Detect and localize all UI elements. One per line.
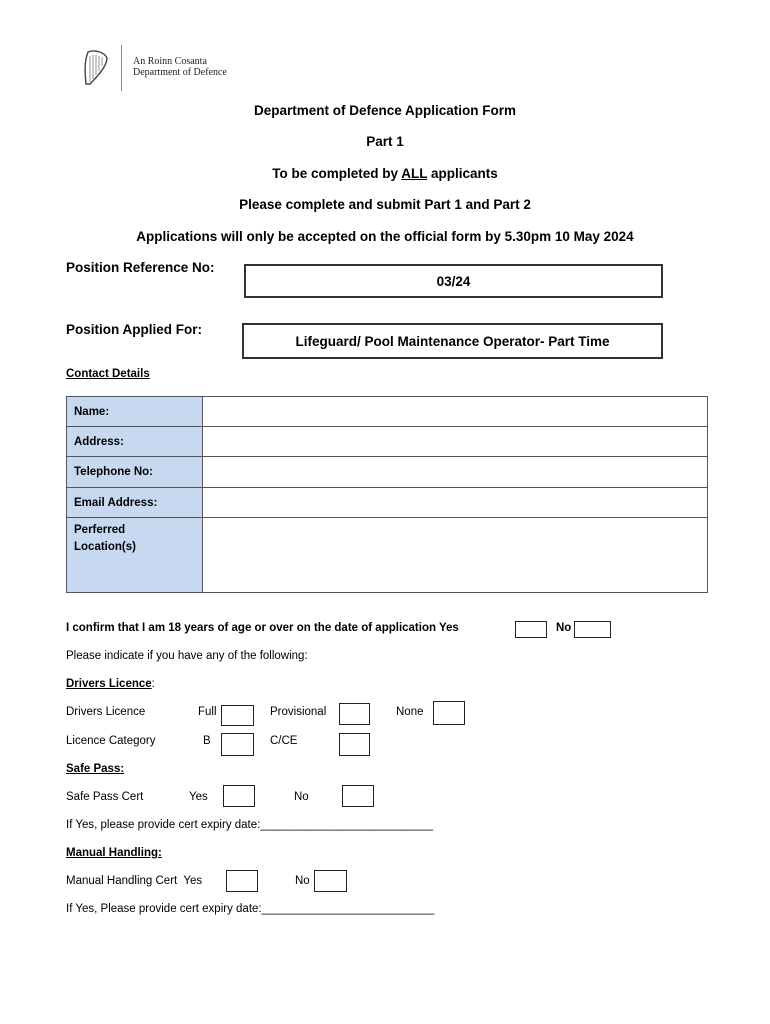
drivers-licence-colon: :	[151, 678, 155, 690]
preferred-location-label-text: Perferred Location(s)	[74, 524, 136, 553]
contact-details-heading: Contact Details	[66, 368, 150, 380]
completed-prefix: To be completed by	[272, 166, 402, 181]
table-row	[67, 488, 708, 518]
category-b-label: B	[203, 735, 211, 747]
licence-none-checkbox[interactable]	[433, 701, 465, 725]
position-reference-label: Position Reference No:	[66, 260, 215, 275]
manual-handling-no-checkbox[interactable]	[314, 870, 347, 892]
form-title: Department of Defence Application Form	[253, 103, 517, 118]
licence-full-label: Full	[198, 706, 217, 718]
table-row	[67, 518, 708, 593]
licence-full-checkbox[interactable]	[221, 705, 254, 726]
name-field[interactable]	[203, 397, 708, 427]
indicate-instruction: Please indicate if you have any of the following:	[66, 650, 308, 662]
form-part: Part 1	[366, 134, 404, 149]
contact-details-table	[66, 396, 708, 593]
manual-handling-yes-checkbox[interactable]	[226, 870, 258, 892]
licence-category-label: Licence Category	[66, 735, 156, 747]
email-label: Email Address:	[67, 488, 203, 518]
logo-line-english: Department of Defence	[133, 67, 227, 78]
manual-handling-expiry-field[interactable]: If Yes, Please provide cert expiry date:___________________________	[66, 903, 435, 915]
table-row	[67, 397, 708, 427]
drivers-licence-label: Drivers Licence	[66, 706, 146, 718]
manual-handling-cert-label: Manual Handling Cert Yes	[66, 875, 203, 887]
manual-handling-heading: Manual Handling:	[66, 847, 162, 859]
completed-suffix: applicants	[427, 166, 498, 181]
age-confirmation-text: I confirm that I am 18 years of age or over on the date of application Yes	[66, 622, 459, 634]
category-b-checkbox[interactable]	[221, 733, 254, 756]
position-reference-field[interactable]	[244, 264, 663, 298]
licence-provisional-checkbox[interactable]	[339, 703, 370, 725]
completed-emphasis: ALL	[401, 166, 428, 181]
drivers-licence-title: Drivers Licence	[66, 678, 152, 690]
manual-handling-no-label: No	[295, 875, 310, 887]
logo-line-irish: An Roinn Cosanta	[133, 56, 207, 67]
submit-note: Please complete and submit Part 1 and Part 2	[239, 197, 531, 212]
telephone-label: Telephone No:	[67, 457, 203, 488]
position-applied-value: Lifeguard/ Pool Maintenance Operator- Part Time	[295, 334, 610, 349]
safe-pass-yes-label: Yes	[189, 791, 208, 803]
position-applied-label: Position Applied For:	[66, 322, 202, 337]
safe-pass-yes-checkbox[interactable]	[223, 785, 255, 807]
age-no-checkbox[interactable]	[574, 621, 611, 638]
position-reference-value: 03/24	[436, 274, 471, 289]
department-logo-text	[133, 56, 227, 78]
safe-pass-heading: Safe Pass:	[66, 763, 125, 775]
table-row	[67, 427, 708, 457]
safe-pass-cert-label: Safe Pass Cert	[66, 791, 144, 803]
age-yes-checkbox[interactable]	[515, 621, 547, 638]
preferred-location-field[interactable]	[203, 518, 708, 593]
safe-pass-no-label: No	[294, 791, 309, 803]
telephone-field[interactable]	[203, 457, 708, 488]
harp-logo-icon	[80, 48, 110, 88]
logo-divider	[121, 45, 122, 91]
category-cce-checkbox[interactable]	[339, 733, 370, 756]
safe-pass-expiry-field[interactable]: If Yes, please provide cert expiry date:___________________________	[66, 819, 434, 831]
deadline-note: Applications will only be accepted on the official form by 5.30pm 10 May 2024	[136, 229, 634, 244]
email-field[interactable]	[203, 488, 708, 518]
drivers-licence-heading	[66, 678, 155, 690]
address-label: Address:	[67, 427, 203, 457]
licence-none-label: None	[396, 706, 424, 718]
address-field[interactable]	[203, 427, 708, 457]
name-label: Name:	[67, 397, 203, 427]
table-row	[67, 457, 708, 488]
age-no-label: No	[556, 622, 572, 634]
completed-by-note	[0, 166, 770, 181]
category-cce-label: C/CE	[270, 735, 298, 747]
licence-provisional-label: Provisional	[270, 706, 327, 718]
preferred-location-label	[67, 518, 203, 593]
position-applied-field[interactable]	[242, 323, 663, 359]
safe-pass-no-checkbox[interactable]	[342, 785, 374, 807]
